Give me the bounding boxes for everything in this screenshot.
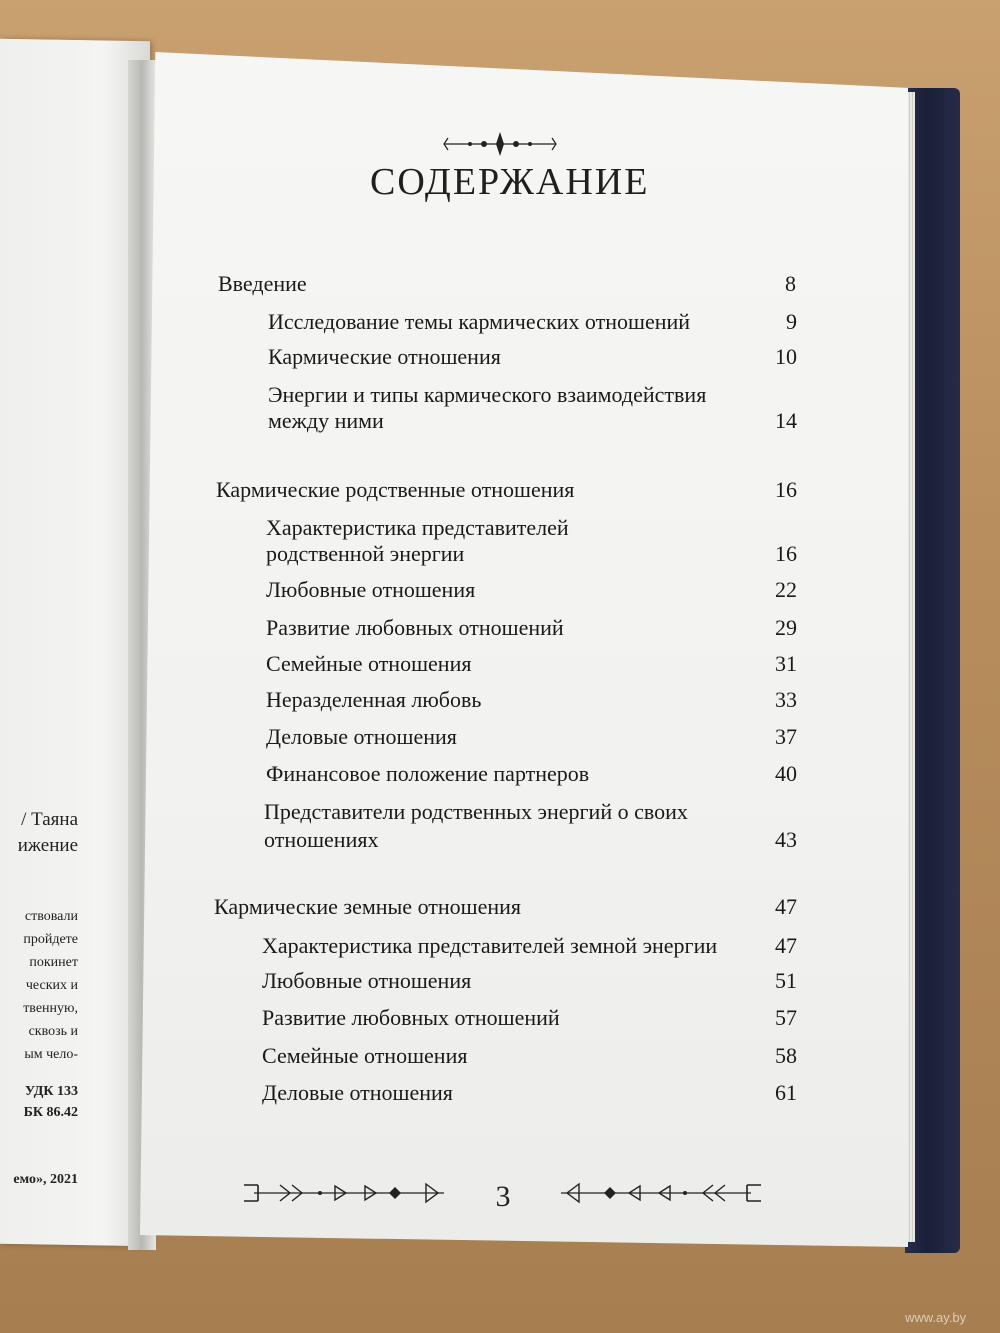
toc-page-number: 10 (775, 344, 797, 369)
page-number: 3 (495, 1180, 511, 1213)
toc-section-title: отношениях (264, 827, 379, 852)
left-page-line: ческих и (25, 978, 78, 993)
toc-section-title: Любовные отношения (262, 968, 472, 993)
toc-chapter-title: Введение (218, 271, 307, 296)
toc-chapter-title: Кармические земные отношения (214, 894, 522, 919)
toc-section-title: Деловые отношения (266, 724, 457, 749)
footer-arrow-left-icon (240, 1180, 450, 1206)
udk-code: УДК 133 (24, 1084, 78, 1099)
toc-page-number: 51 (775, 968, 797, 993)
toc-page-number: 61 (775, 1080, 797, 1105)
toc-section-title: Кармические отношения (268, 344, 501, 369)
footer-arrow-right-icon (555, 1180, 765, 1206)
toc-section-title: Любовные отношения (266, 577, 476, 602)
left-page-line: покинет (29, 955, 78, 970)
toc-section-title: между ними (268, 408, 384, 433)
left-page-line: пройдете (23, 932, 78, 947)
toc-page-number: 40 (775, 761, 797, 786)
toc-page-number: 47 (775, 894, 797, 919)
toc-heading: СОДЕРЖАНИЕ (370, 161, 650, 203)
left-page-line: сквозь и (28, 1024, 78, 1039)
toc-page-number: 58 (775, 1043, 797, 1068)
toc-page-number: 29 (775, 615, 797, 640)
toc-page-number: 16 (775, 477, 797, 502)
left-page-line: твенную, (23, 1001, 78, 1016)
toc-section-title: Исследование темы кармических отношений (268, 309, 691, 334)
toc-page-number: 22 (775, 577, 797, 602)
toc-page-number: 8 (785, 271, 796, 296)
toc-section-title: Энергии и типы кармического взаимодействия (268, 382, 707, 407)
left-page-line: ижение (17, 835, 78, 856)
toc-page-number: 57 (775, 1005, 797, 1030)
watermark: www.ay.by (905, 1310, 967, 1325)
copyright-line: емо», 2021 (13, 1172, 78, 1187)
toc-section-title: родственной энергии (266, 541, 465, 566)
toc-page-number: 37 (775, 724, 797, 749)
left-page-line: ствовали (24, 909, 78, 924)
left-page-line: ым чело- (24, 1047, 78, 1062)
toc-section-title: Семейные отношения (262, 1043, 468, 1068)
left-page-line: / Таяна (21, 809, 78, 830)
toc-section-title: Неразделенная любовь (266, 687, 482, 712)
toc-chapter-title: Кармические родственные отношения (216, 477, 575, 502)
toc-section-title: Финансовое положение партнеров (266, 761, 590, 786)
toc-page-number: 14 (775, 408, 797, 433)
toc-section-title: Семейные отношения (266, 651, 472, 676)
toc-section-title: Деловые отношения (262, 1080, 453, 1105)
toc-page-number: 47 (775, 933, 797, 958)
toc-page-number: 31 (775, 651, 797, 676)
toc-page-number: 33 (775, 687, 797, 712)
toc-section-title: Представители родственных энергий о своих (264, 799, 688, 824)
toc-page-number: 9 (786, 309, 797, 334)
bbk-code: БК 86.42 (23, 1105, 78, 1120)
heading-ornament-icon (440, 130, 560, 160)
toc-section-title: Характеристика представителей земной энергии (262, 933, 718, 958)
toc-section-title: Развитие любовных отношений (266, 615, 564, 640)
toc-section-title: Характеристика представителей (266, 515, 569, 540)
toc-page-number: 43 (775, 827, 797, 852)
toc-page-number: 16 (775, 541, 797, 566)
toc-section-title: Развитие любовных отношений (262, 1005, 560, 1030)
